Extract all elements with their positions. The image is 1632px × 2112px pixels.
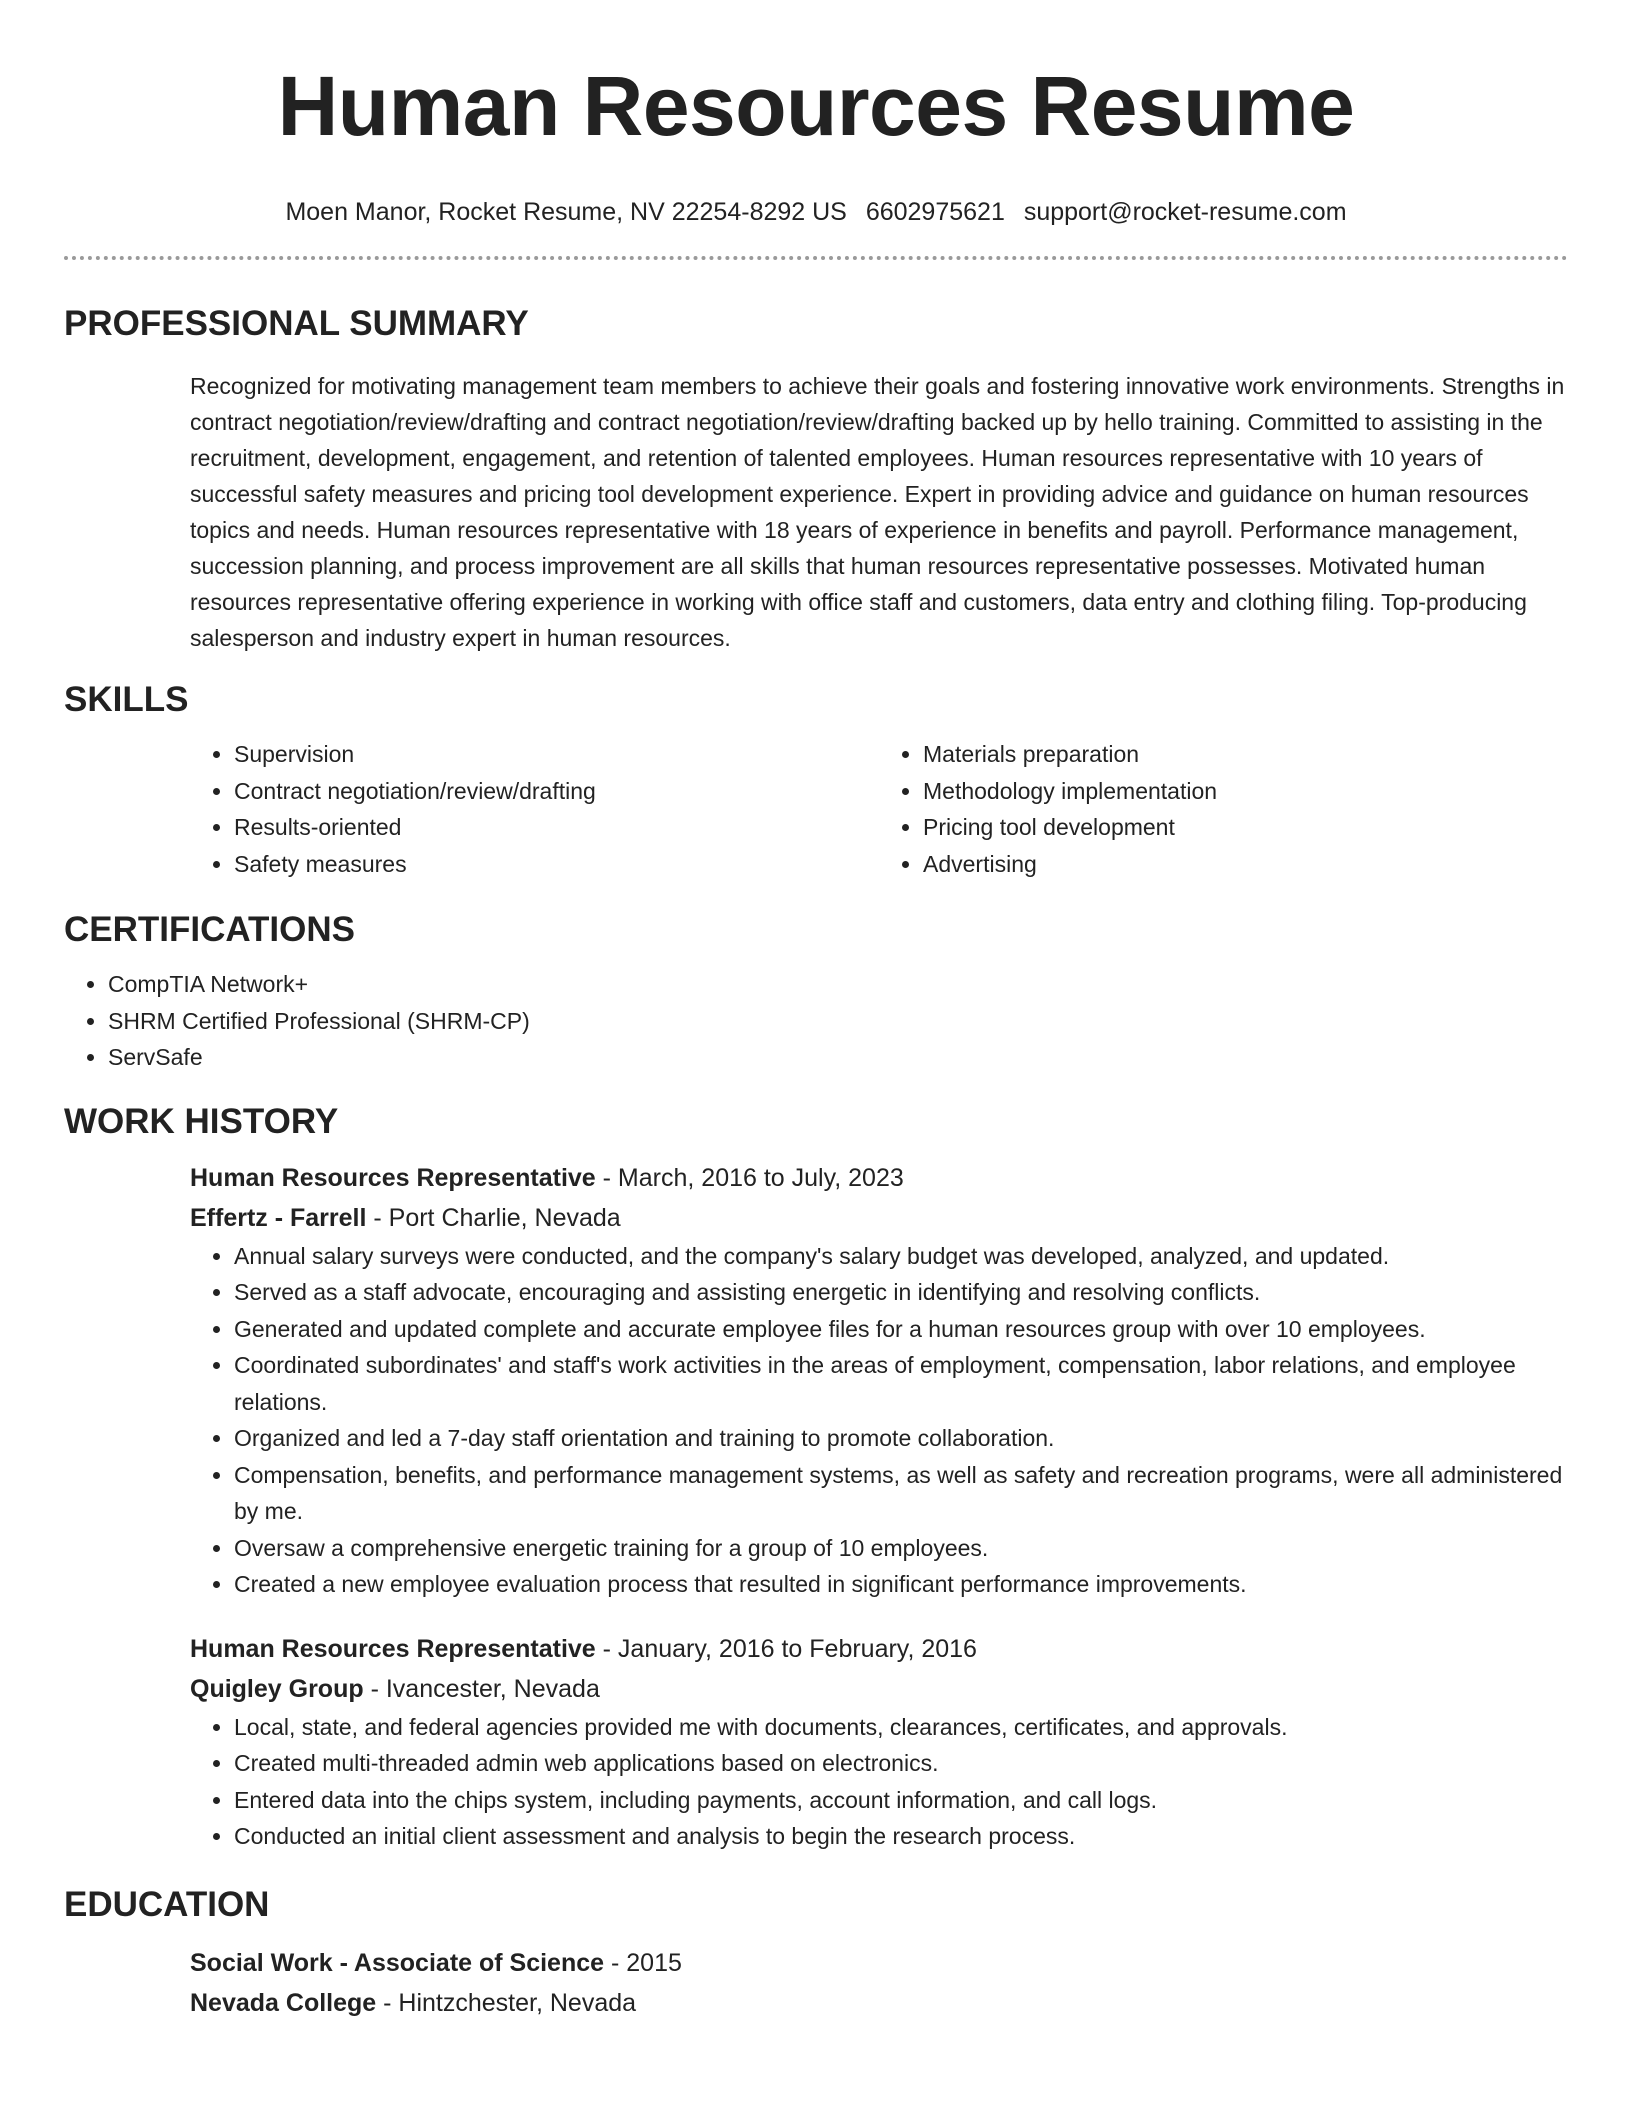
job-dates: - January, 2016 to February, 2016: [595, 1634, 977, 1663]
job-bullet: • Local, state, and federal agencies provided me with documents, clearances, certificates, and approvals.: [234, 1709, 1568, 1746]
skill-item: • Safety measures: [234, 846, 879, 883]
job-bullet: • Entered data into the chips system, including payments, account information, and call logs.: [234, 1782, 1568, 1819]
job-bullet: • Organized and led a 7-day staff orientation and training to promote collaboration.: [234, 1420, 1568, 1457]
job-bullet: • Served as a staff advocate, encouraging and assisting energetic in identifying and resolving conflicts.: [234, 1274, 1568, 1311]
skills-list-left: [190, 736, 879, 882]
section-title-work-history: WORK HISTORY: [64, 1101, 339, 1141]
skill-item: • Results-oriented: [234, 809, 879, 846]
job-company-line: [190, 1198, 1568, 1238]
certifications-section: [64, 908, 1568, 1076]
skill-item: • Pricing tool development: [923, 809, 1568, 846]
certification-item: • CompTIA Network+: [108, 966, 1568, 1003]
job-bullet: • Created multi-threaded admin web applications based on electronics.: [234, 1745, 1568, 1782]
header-divider: [64, 256, 1568, 260]
job-company: Effertz - Farrell: [190, 1203, 367, 1232]
job-bullet: • Conducted an initial client assessment and analysis to begin the research process.: [234, 1818, 1568, 1855]
job-location: - Ivancester, Nevada: [363, 1674, 600, 1703]
job-dates: - March, 2016 to July, 2023: [595, 1163, 904, 1192]
job-entry: [190, 1158, 1568, 1603]
school-location: - Hintzchester, Nevada: [376, 1988, 637, 2017]
phone: 6602975621: [865, 198, 1005, 226]
skill-item: • Advertising: [923, 846, 1568, 883]
job-bullets: [190, 1238, 1568, 1603]
email: support@rocket-resume.com: [1023, 198, 1347, 226]
certification-item: • ServSafe: [108, 1039, 1568, 1076]
job-company: Quigley Group: [190, 1674, 364, 1703]
graduation-year: - 2015: [604, 1948, 682, 1977]
job-company-line: [190, 1669, 1568, 1709]
job-location: - Port Charlie, Nevada: [366, 1203, 621, 1232]
school: Nevada College: [190, 1988, 377, 2017]
degree: Social Work - Associate of Science: [190, 1948, 605, 1977]
skills-columns: [190, 736, 1568, 882]
job-bullet: • Compensation, benefits, and performance management systems, as well as safety and recreation programs, were all administered by me.: [234, 1457, 1568, 1530]
education-entry: [190, 1943, 1568, 2023]
job-bullet: • Annual salary surveys were conducted, and the company's salary budget was developed, analyzed, and updated.: [234, 1238, 1568, 1275]
job-bullet: • Oversaw a comprehensive energetic training for a group of 10 employees.: [234, 1530, 1568, 1567]
education-section: [64, 1883, 1568, 2023]
summary-text: Recognized for motivating management team members to achieve their goals and fostering innovative work environments. Strengths in contract negotiation/review/drafting and contract negotiation/review/drafting backed up by hello training. Committed to assisting in the recruitment, development, engagement, and retention of talented employees. Human resources representative with 10 years of successful safety measures and pricing tool development experience. Expert in providing advice and guidance on human resources topics and needs. Human resources representative with 18 years of experience in benefits and payroll. Performance management, succession planning, and process improvement are all skills that human resources representative possesses. Motivated human resources representative offering experience in working with office staff and customers, data entry and clothing filing. Top-producing salesperson and industry expert in human resources.: [190, 373, 1565, 651]
work-history-section: [64, 1100, 1568, 1855]
address: Moen Manor, Rocket Resume, NV 22254-8292 US: [285, 198, 847, 226]
job-entry: [190, 1629, 1568, 1855]
job-bullets: [190, 1709, 1568, 1855]
section-title-skills: SKILLS: [64, 680, 189, 719]
section-title-education: EDUCATION: [64, 1884, 270, 1924]
job-role: Human Resources Representative: [190, 1163, 596, 1192]
job-role: Human Resources Representative: [190, 1634, 596, 1663]
skill-item: • Materials preparation: [923, 736, 1568, 773]
skill-item: • Methodology implementation: [923, 773, 1568, 810]
degree-line: [190, 1943, 1568, 1983]
skills-section: [64, 678, 1568, 882]
skill-item: • Contract negotiation/review/drafting: [234, 773, 879, 810]
job-title-line: [190, 1629, 1568, 1669]
summary-section: [64, 302, 1568, 656]
job-bullet: • Created a new employee evaluation process that resulted in significant performance improvements.: [234, 1566, 1568, 1603]
certifications-list: [64, 966, 1568, 1076]
job-bullet: • Coordinated subordinates' and staff's work activities in the areas of employment, compensation, labor relations, and employee relations.: [234, 1347, 1568, 1420]
resume-name: Human Resources Resume: [277, 59, 1355, 153]
certification-item: • SHRM Certified Professional (SHRM-CP): [108, 1003, 1568, 1040]
job-title-line: [190, 1158, 1568, 1198]
section-title-certifications: CERTIFICATIONS: [64, 910, 356, 949]
section-title-summary: PROFESSIONAL SUMMARY: [64, 304, 529, 343]
skill-item: • Supervision: [234, 736, 879, 773]
school-line: [190, 1983, 1568, 2023]
job-bullet: • Generated and updated complete and accurate employee files for a human resources group with over 10 employees.: [234, 1311, 1568, 1348]
skills-list-right: [879, 736, 1568, 882]
contact-line: [64, 196, 1568, 228]
